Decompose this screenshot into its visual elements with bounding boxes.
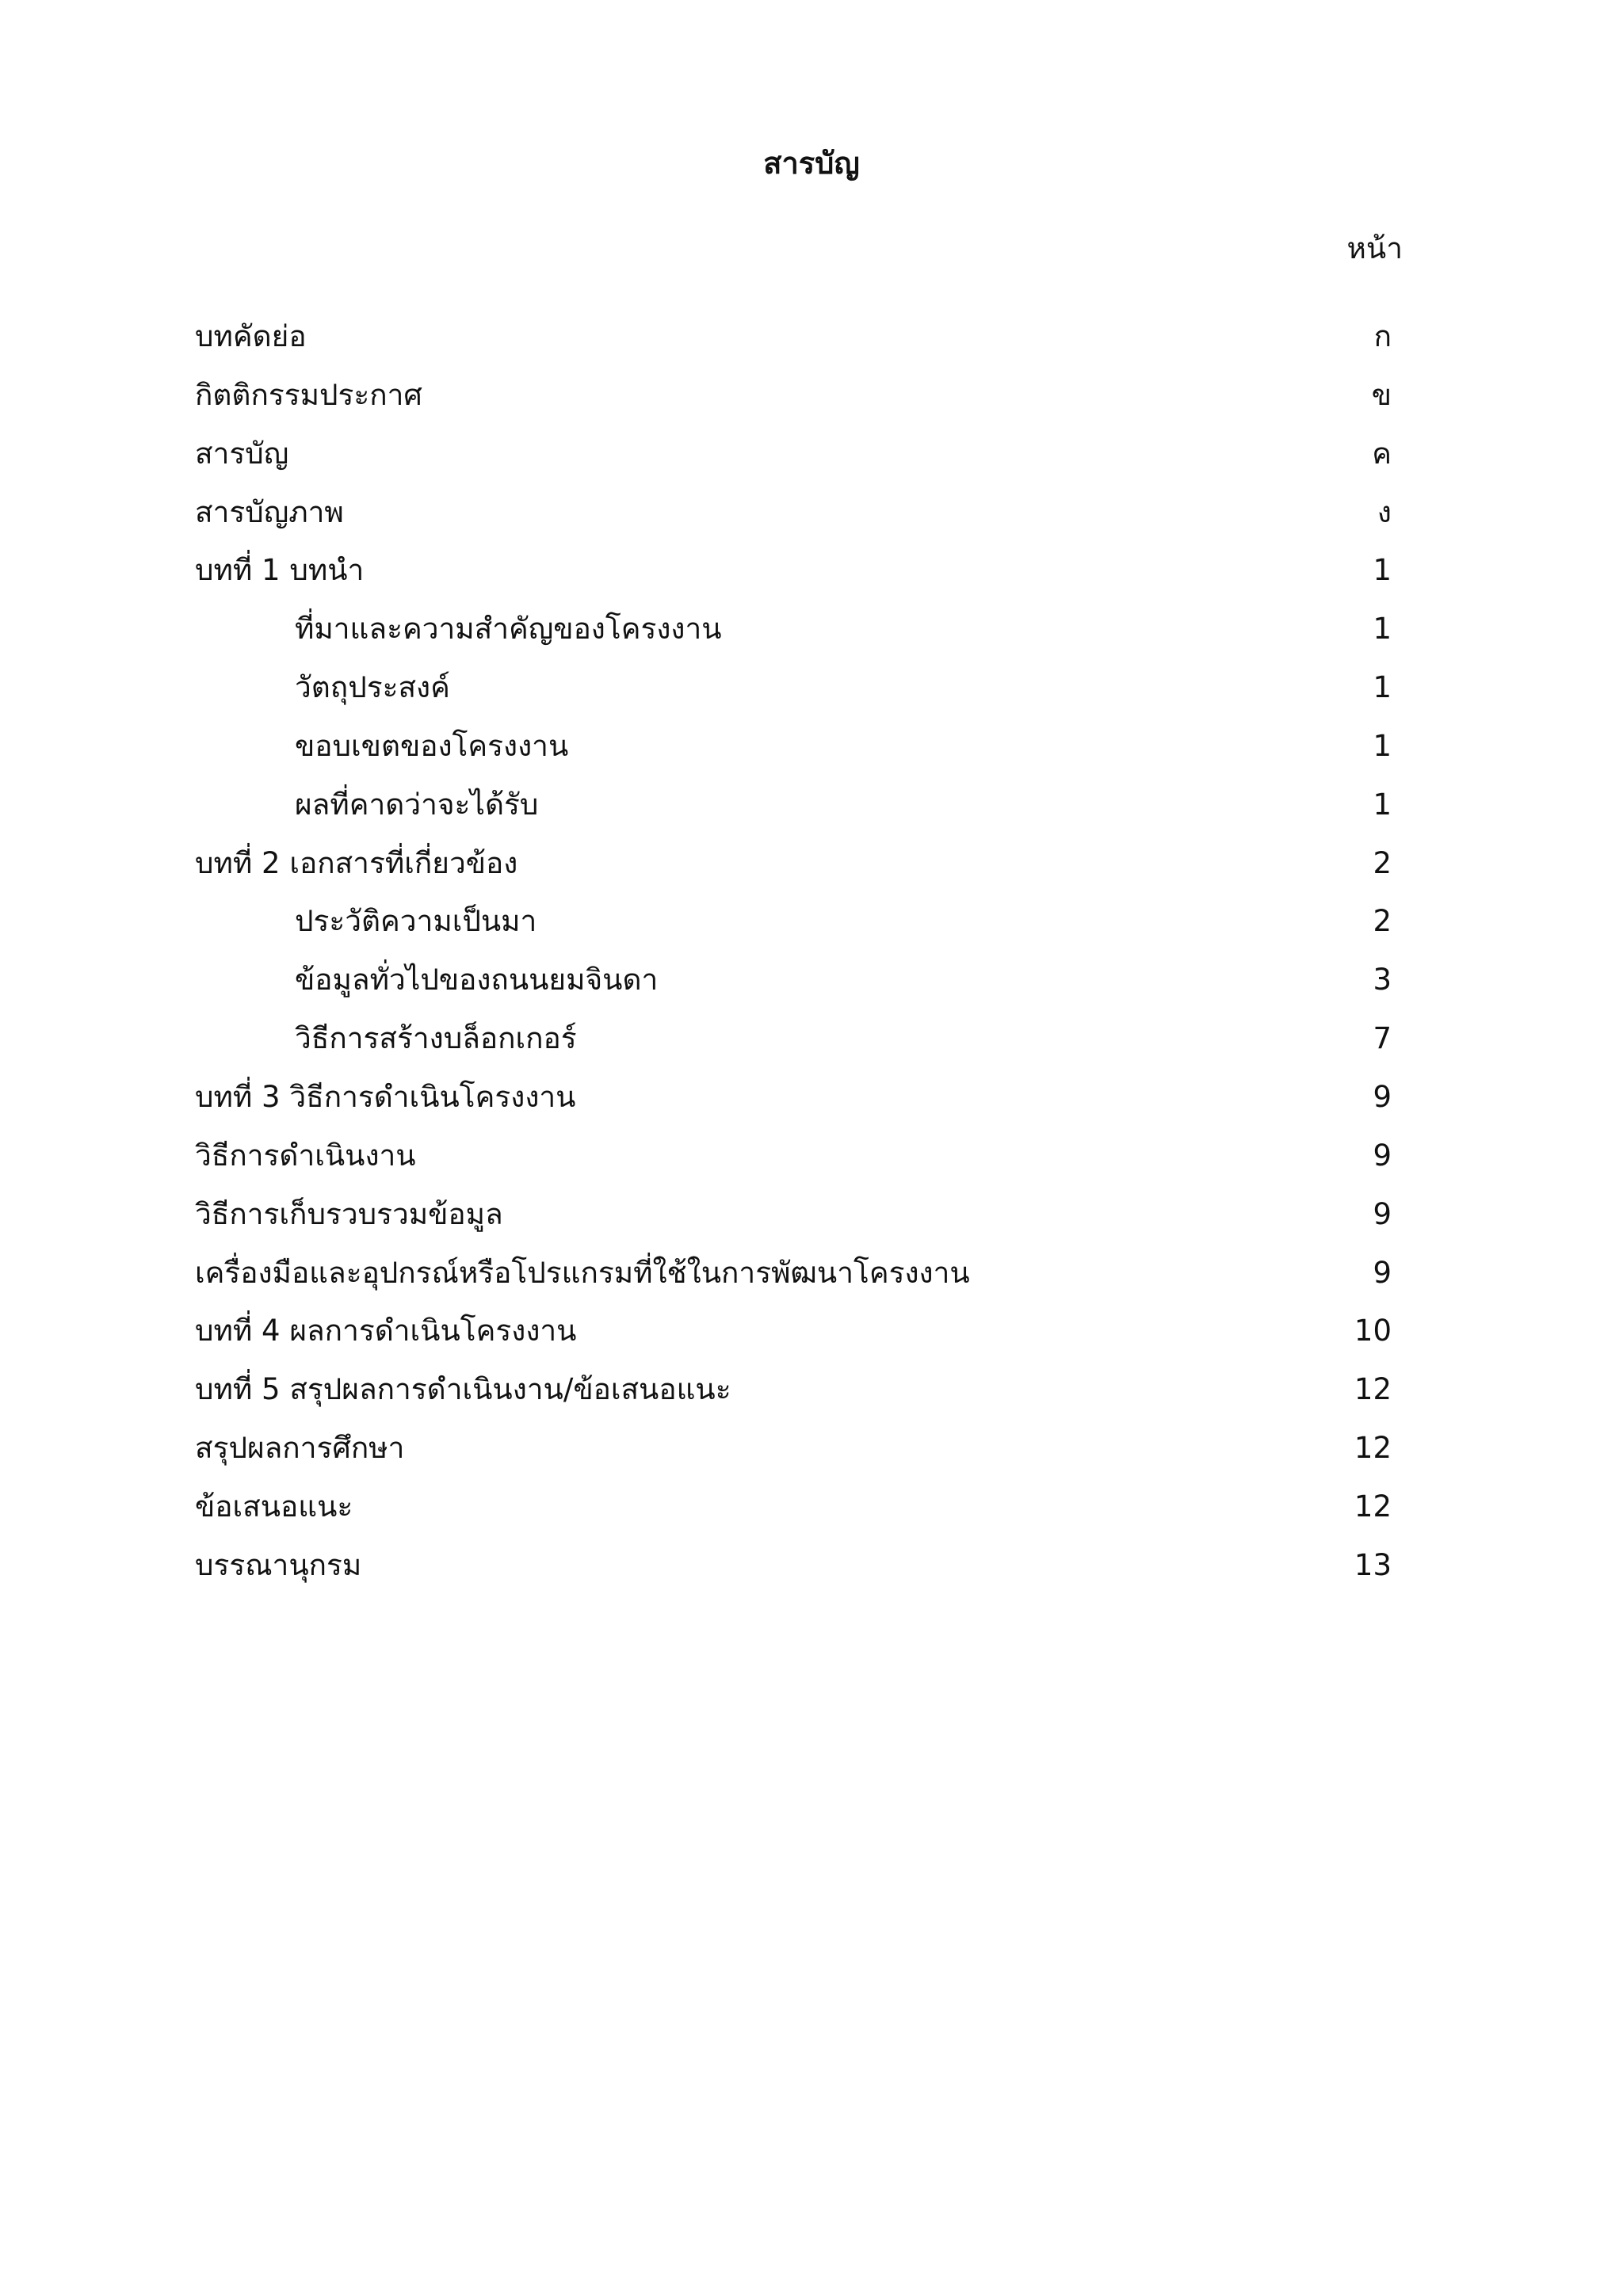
toc-entry-page-number: 2 <box>1373 845 1392 880</box>
toc-entry <box>0 1363 1623 1422</box>
toc-entry <box>0 1188 1623 1247</box>
toc-entry <box>0 954 1623 1013</box>
toc-entry-label: บรรณานุกรม <box>195 1547 362 1582</box>
toc-entry-page-number: 1 <box>1373 728 1392 763</box>
toc-entry-page-number: 3 <box>1373 963 1392 997</box>
toc-entry <box>0 1013 1623 1071</box>
toc-entry <box>0 544 1623 603</box>
toc-entry-label: บทที่ 1 บทนำ <box>195 553 365 588</box>
toc-entry-page-number: ง <box>1377 494 1392 529</box>
toc-entry <box>0 1071 1623 1130</box>
toc-entry-page-number: 12 <box>1354 1372 1392 1407</box>
toc-entry <box>0 779 1623 837</box>
toc-entry-page-number: 10 <box>1354 1314 1392 1348</box>
toc-entry-page-number: 7 <box>1373 1021 1392 1056</box>
toc-entry-page-number: 12 <box>1354 1431 1392 1466</box>
toc-entry-page-number: 9 <box>1373 1079 1392 1114</box>
page-title: สารบัญ <box>763 146 860 181</box>
toc-entry-page-number: 1 <box>1373 787 1392 822</box>
toc-entry-page-number: 2 <box>1373 904 1392 939</box>
toc-entry <box>0 428 1623 486</box>
toc-entry <box>0 662 1623 720</box>
toc-entry-label: ข้อเสนอแนะ <box>195 1489 353 1524</box>
toc-entry <box>0 1305 1623 1363</box>
toc-entry-page-number: 13 <box>1354 1547 1392 1582</box>
toc-entry-page-number: ข <box>1371 377 1392 412</box>
toc-entry-page-number: ก <box>1373 319 1392 353</box>
toc-entry-label: บทที่ 2 เอกสารที่เกี่ยวข้อง <box>195 845 518 880</box>
toc-entry <box>0 1130 1623 1188</box>
toc-entry-label: สรุปผลการศึกษา <box>195 1431 405 1466</box>
toc-entry-label: บทที่ 5 สรุปผลการดำเนินงาน/ข้อเสนอแนะ <box>195 1372 731 1407</box>
toc-entry-label: วิธีการเก็บรวบรวมข้อมูล <box>195 1196 503 1231</box>
toc-entry-page-number: 1 <box>1373 612 1392 646</box>
toc-entry <box>0 895 1623 954</box>
toc-entry-page-number: 1 <box>1373 553 1392 588</box>
toc-entry-label: วัตถุประสงค์ <box>295 670 450 705</box>
toc-entry-label: กิตติกรรมประกาศ <box>195 377 422 412</box>
toc-entry-page-number: 1 <box>1373 670 1392 705</box>
toc-entry-page-number: 9 <box>1373 1196 1392 1231</box>
toc-entry-label: บทที่ 4 ผลการดำเนินโครงงาน <box>195 1314 577 1348</box>
toc-entry <box>0 1422 1623 1481</box>
toc-entry <box>0 1481 1623 1539</box>
toc-entry-label: สารบัญ <box>195 436 289 471</box>
toc-entry <box>0 369 1623 428</box>
toc-entry-label: ประวัติความเป็นมา <box>295 904 537 939</box>
toc-entry-page-number: 9 <box>1373 1138 1392 1173</box>
toc-entry <box>0 1539 1623 1598</box>
toc-entry <box>0 720 1623 779</box>
toc-entry <box>0 837 1623 896</box>
toc-entry-label: วิธีการดำเนินงาน <box>195 1138 416 1173</box>
toc-entry <box>0 311 1623 369</box>
toc-entry-label: เครื่องมือและอุปกรณ์หรือโปรแกรมที่ใช้ในการพัฒนาโครงงาน <box>195 1255 970 1290</box>
toc-entry-label: ผลที่คาดว่าจะได้รับ <box>295 787 539 822</box>
toc-entry-label: ข้อมูลทั่วไปของถนนยมจินดา <box>295 963 659 997</box>
page-column-header: หน้า <box>1346 231 1403 265</box>
toc-entry-label: สารบัญภาพ <box>195 494 344 529</box>
toc-entry-label: ที่มาและความสำคัญของโครงงาน <box>295 612 722 646</box>
toc-entry <box>0 603 1623 662</box>
toc-entry-label: บทที่ 3 วิธีการดำเนินโครงงาน <box>195 1079 576 1114</box>
toc-entry-label: ขอบเขตของโครงงาน <box>295 728 569 763</box>
table-of-contents <box>0 311 1623 1598</box>
toc-entry-label: บทคัดย่อ <box>195 319 307 353</box>
toc-entry-label: วิธีการสร้างบล็อกเกอร์ <box>295 1021 577 1056</box>
toc-entry-page-number: ค <box>1372 436 1392 471</box>
toc-entry <box>0 486 1623 545</box>
toc-entry-page-number: 9 <box>1373 1255 1392 1290</box>
toc-entry <box>0 1247 1623 1306</box>
toc-entry-page-number: 12 <box>1354 1489 1392 1524</box>
